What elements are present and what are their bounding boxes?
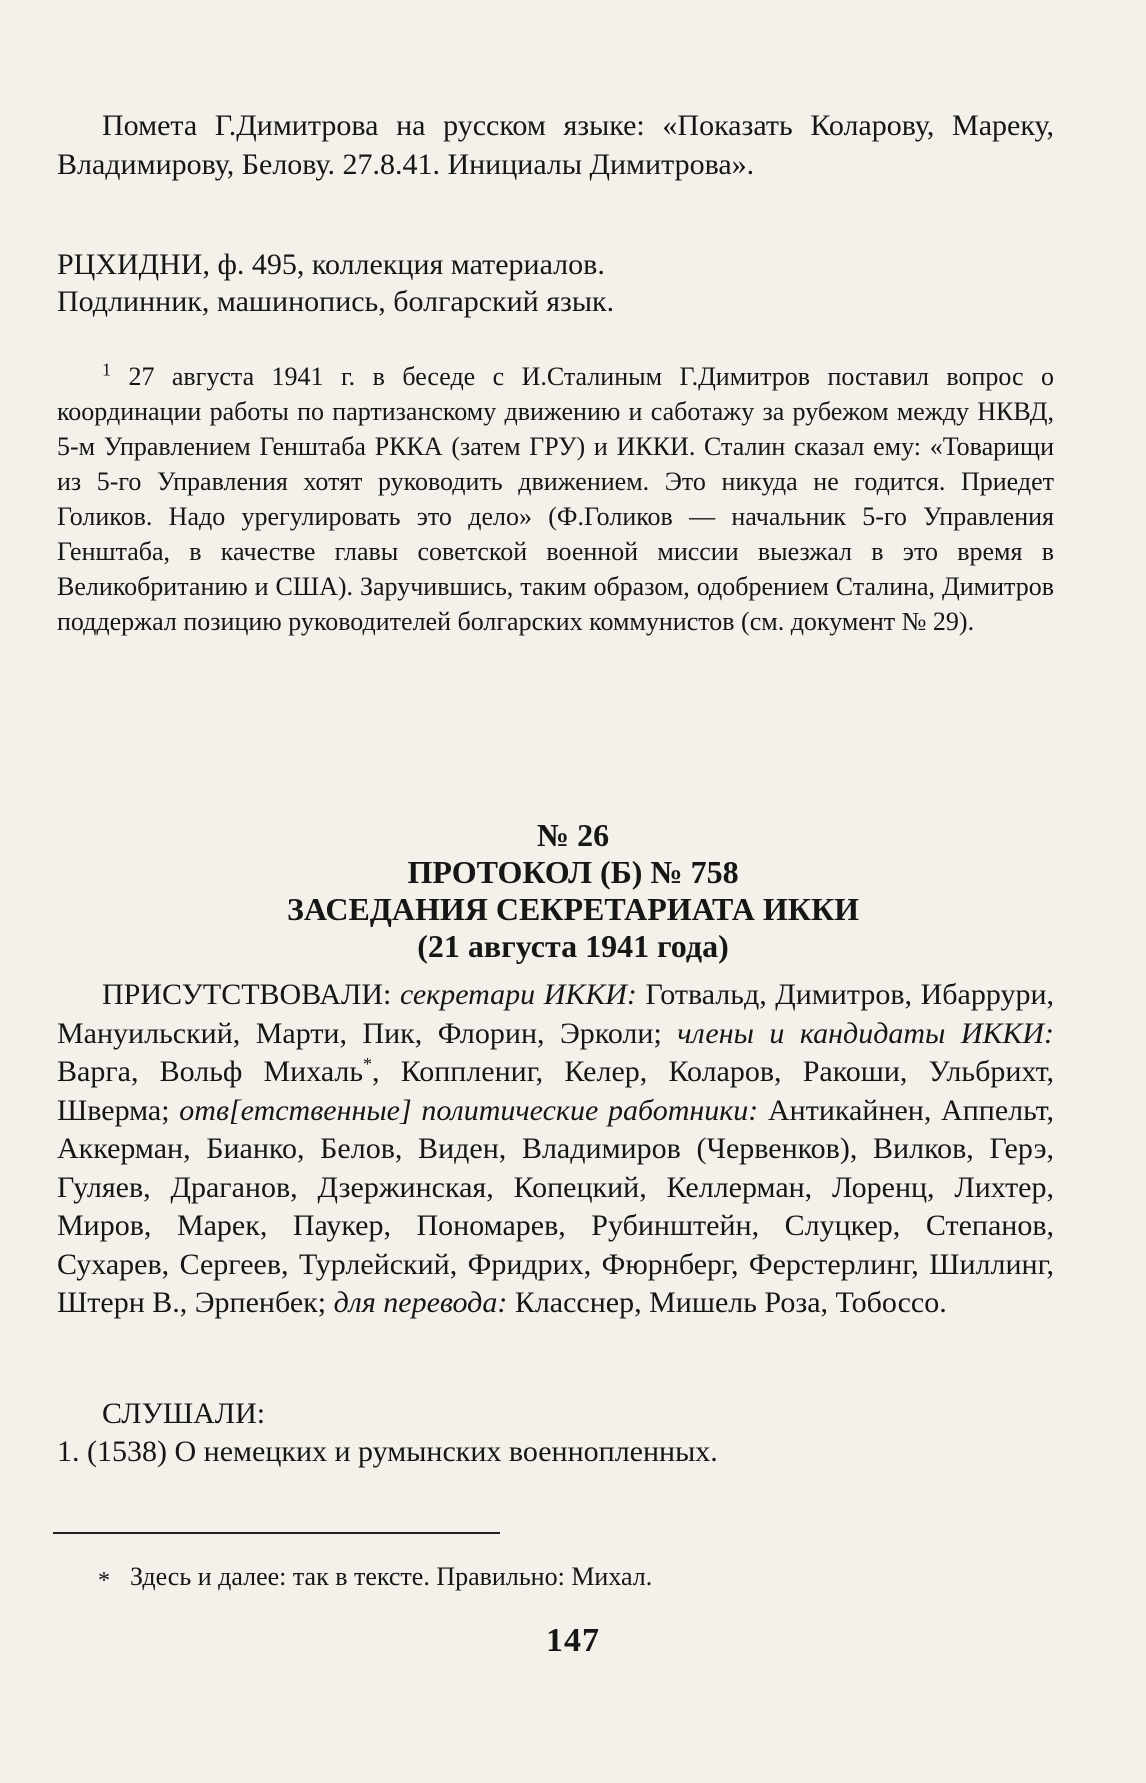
archive-reference-line: РЦХИДНИ, ф. 495, коллекция материалов. — [57, 248, 605, 281]
document-title-line: ЗАСЕДАНИЯ СЕКРЕТАРИАТА ИККИ — [286, 891, 860, 927]
footnote-star-symbol: * — [98, 1568, 110, 1594]
secretaries-label: секретари ИККИ: — [399, 978, 637, 1011]
members-list-continued: , Копплениг, Келер, Коларов, Ракоши, Ульбрихт, Шверма; — [57, 1055, 1054, 1127]
footnote-star-marker: * — [363, 1054, 373, 1074]
agenda-section — [57, 1395, 1054, 1471]
translation-label: для перевода: — [333, 1286, 508, 1319]
document-date: (21 августа 1941 года) — [417, 928, 729, 964]
responsible-workers-label: отв[етственные] политические работники: — [179, 1093, 759, 1127]
footnote-star — [100, 1560, 1000, 1594]
members-label: члены и кандидаты ИККИ: — [677, 1016, 1054, 1050]
responsible-workers-list: Антикайнен, Аппельт, Аккерман, Бианко, Белов, Виден, Владимиров (Червенков), Вилков, Герэ, Гуляев, Драганов, Дзержинская, Копецкий, Келлерман, Лоренц, Лихтер, Миров, Марек, Паукер, Пономарев, Рубинштейн, Слуцкер, Степанов, Сухарев, Сергеев, Турлейский, Фридрих, Фюрнберг, Ферстерлинг, Шиллинг, Штерн В., Эрпенбек; — [57, 1093, 1055, 1319]
agenda-item: 1. (1538) О немецких и румынских военнопленных. — [57, 1435, 718, 1468]
document-number: № 26 — [536, 817, 610, 853]
footnote-divider — [53, 1532, 500, 1534]
footnote-marker: 1 — [102, 359, 111, 380]
secretaries-list: Готвальд, Димитров, Ибаррури, Мануильский, Марти, Пик, Флорин, Эрколи; — [57, 978, 1054, 1050]
archive-reference — [57, 246, 1054, 320]
attendees-label: ПРИСУТСТВОВАЛИ: — [102, 978, 400, 1011]
document-title-line: ПРОТОКОЛ (Б) № 758 — [407, 854, 739, 890]
footnote-text: 27 августа 1941 г. в беседе с И.Сталиным Г.Димитров поставил вопрос о координации работы по партизанскому движению и саботажу за рубежом между НКВД, 5-м Управлением Генштаба РККА (затем ГРУ) и ИККИ. Сталин сказал ему: «Товарищи из 5-го Управления хотят руководить движением. Это никуда не годится. Приедет Голиков. Надо урегулировать это дело» (Ф.Голиков — начальник 5-го Управления Генштаба, в качестве главы советской военной миссии выезжал в это время в Великобританию и США). Заручившись, таким образом, одобрением Сталина, Димитров поддержал позицию руководителей болгарских коммунистов (см. документ № 29). — [57, 362, 1055, 636]
attendees-paragraph — [57, 976, 1054, 1323]
agenda-label: СЛУШАЛИ: — [102, 1397, 266, 1430]
footnote-1 — [57, 359, 1054, 639]
members-list: Варга, Вольф Михаль — [57, 1055, 364, 1088]
footnote-star-text: Здесь и далее: так в тексте. Правильно: Михал. — [130, 1562, 653, 1591]
page-number: 147 — [546, 1622, 600, 1659]
archival-note-paragraph: Помета Г.Димитрова на русском языке: «Показать Коларову, Мареку, Владимирову, Белову. 27.8.41. Инициалы Димитрова». — [57, 109, 1054, 181]
translators-list: Класснер, Мишель Роза, Тобоссо. — [507, 1286, 947, 1319]
archive-reference-line: Подлинник, машинопись, болгарский язык. — [57, 285, 615, 318]
